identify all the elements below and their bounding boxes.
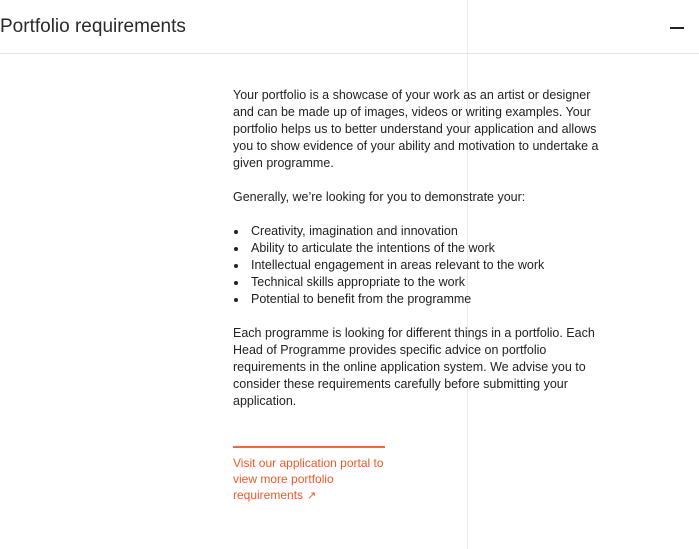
criteria-list xyxy=(233,223,613,308)
intro-paragraph: Your portfolio is a showcase of your work as an artist or designer and can be made up of images, videos or writing examples. Your portfolio helps us to better understand your application and allows you to show evidence of your ability and motivation to undertake a given programme. xyxy=(233,88,599,170)
closing-paragraph: Each programme is looking for different things in a portfolio. Each Head of Programme provides specific advice on portfolio requirements in the online application system. We advise you to consider these requirements carefully before submitting your application. xyxy=(233,326,595,408)
accordion-content xyxy=(233,87,613,410)
accordion-title: Portfolio requirements xyxy=(0,16,186,37)
application-portal-link-label: Visit our application portal to view more portfolio requirements xyxy=(233,456,384,502)
list-item: Potential to benefit from the programme xyxy=(233,291,613,308)
external-arrow-icon: ↗ xyxy=(307,490,317,502)
lead-paragraph: Generally, we’re looking for you to demonstrate your: xyxy=(233,190,526,204)
cta-divider xyxy=(233,446,385,448)
minus-icon[interactable] xyxy=(670,27,684,29)
list-item: Intellectual engagement in areas relevant to the work xyxy=(233,257,613,274)
list-item: Technical skills appropriate to the work xyxy=(233,274,613,291)
application-portal-link[interactable] xyxy=(233,455,393,504)
list-item: Creativity, imagination and innovation xyxy=(233,223,613,240)
accordion-header[interactable] xyxy=(0,0,699,54)
list-item: Ability to articulate the intentions of the work xyxy=(233,240,613,257)
